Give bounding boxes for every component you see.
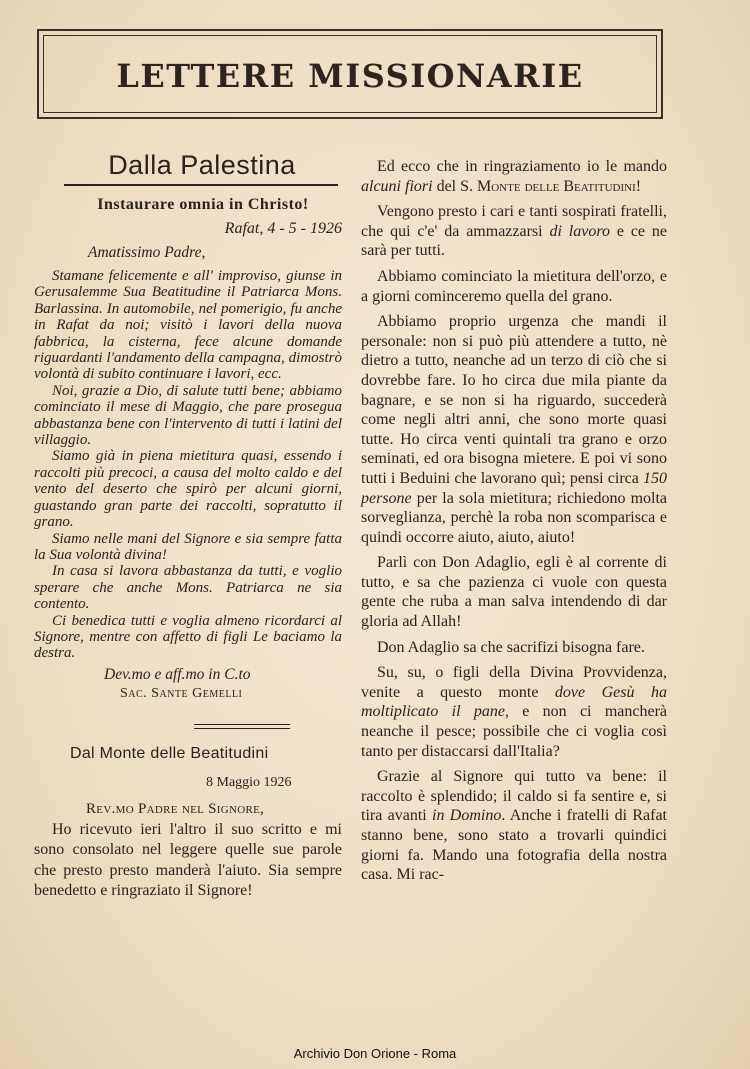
archive-footer: Archivio Don Orione - Roma — [293, 1046, 457, 1061]
header-title: LETTERE MISSIONARIE — [116, 57, 584, 95]
right-paragraph-7: Su, su, o figli della Divina Provvidenza, venite a questo monte dove Gesù ha moltiplicato il pane, e non ci mancherà neanche il pesce; possibile che ci voglia così tanto per distaccarsi dall'Italia? — [361, 664, 667, 760]
letter-salutation: Amatissimo Padre, — [88, 244, 206, 261]
letter-paragraph: Stamane felicemente e all' improviso, giunse in Gerusalemme Sua Beatitudine il Patriarca Mons. Barlassina. In automobile, nel pomerigio, fu anche in Rafat da noi; visitò i lavori della nuova fabbrica, la cisterna, fece alcune domande riguardanti l'andamento della campagna, dimostrò volontà di subito continuare i lavori, ecc. — [34, 268, 342, 383]
right-paragraph-5: Parlì con Don Adaglio, egli è al corrente di tutto, e sa che pazienza ci vuole con questa gente che ruba a man salva intendendo di dar gloria ad Allah! — [361, 554, 667, 631]
right-column — [361, 157, 667, 891]
left-column — [34, 150, 342, 902]
letter-signature: Sac. Sante Gemelli — [120, 685, 243, 701]
letter-paragraph: In casa si lavora abbastanza da tutti, e voglio sperare che anche Mons. Patriarca ne sia contento. — [34, 563, 342, 613]
letter-paragraph: Siamo già in piena mietitura quasi, essendo i raccolti più precoci, a causa del molto caldo e del vento del deserto che spirò per alcuni giorni, guastando gran parte dei raccolti, sopratutto il grano. — [34, 448, 342, 531]
second-letter-greeting: Rev.mo Padre nel Signore, — [86, 800, 265, 817]
letter-signoff: Dev.mo e aff.mo in C.to — [104, 665, 251, 683]
second-letter-date: 8 Maggio 1926 — [206, 774, 292, 790]
right-paragraph-2: Vengono presto i cari e tanti sospirati fratelli, che qui c'e' da ammazzarsi di lavoro e ce ne sarà per tutti. — [361, 203, 668, 260]
letter-place-date: Rafat, 4 - 5 - 1926 — [224, 220, 342, 237]
right-paragraph-3: Abbiamo cominciato la mietitura dell'orzo, e a giorni cominceremo quella del grano. — [361, 267, 667, 305]
section-title-beatitudini: Dal Monte delle Beatitudini — [70, 744, 269, 762]
right-paragraph-4: Abbiamo proprio urgenza che mandi il personale: non si può più attendere a tutto, nè dietro a tutto, neanche ad un terzo di ciò che si dovrebbe fare. Io ho circa due mila piante da bagnare, e se non si ha riguardo, succederà come negli altri anni, che sono morte quasi tutte. Ho circa venti quintali tra grano e orzo seminati, ed ora bisogna mietere. E poi vi sono tutti i Beduini che lavorano quì; pensi circa 150 persone per la sola mietitura; richiedono molta sorveglianza, perchè la roba non scomparisca e quindi occorre aiuto, aiuto, aiuto! — [361, 313, 667, 546]
letter-paragraph: Ci benedica tutti e voglia almeno ricordarci al Signore, mentre con affetto di figli Le baciamo la destra. — [34, 612, 342, 662]
right-paragraph-8: Grazie al Signore qui tutto va bene: il raccolto è splendido; il caldo si fa sentire e, si tira avanti in Domino. Anche i fratelli di Rafat stanno bene, sono stato a trovarli quindici giorni fa. Mando una fotografia della nostra casa. Mi rac- — [361, 768, 668, 884]
letter-paragraph: Siamo nelle mani del Signore e sia sempre fatta la Sua volontà divina! — [34, 530, 342, 563]
second-letter-body — [34, 820, 342, 902]
section-title-palestina: Dalla Palestina — [108, 150, 296, 180]
right-paragraph-1: Ed ecco che in ringraziamento io le mando alcuni fiori del S. Monte delle Beatitudini! — [361, 158, 667, 195]
title-underline — [64, 184, 338, 186]
second-letter-paragraph: Ho ricevuto ieri l'altro il suo scritto e mi sono consolato nel leggere quelle sue parole che presto presto manderà l'aiuto. Sia sempre benedetto e ringraziato il Signore! — [34, 820, 342, 900]
header-frame — [37, 29, 663, 119]
right-paragraph-6: Don Adaglio sa che sacrifizi bisogna fare. — [377, 638, 645, 656]
motto: Instaurare omnia in Christo! — [97, 196, 309, 213]
letter-paragraph: Noi, grazie a Dio, di salute tutti bene; abbiamo cominciato il mese di Maggio, che pare prosegua abbastanza bene con l'intervento di tutti i latini del villaggio. — [34, 382, 342, 449]
letter-body — [34, 268, 342, 662]
section-separator — [194, 724, 290, 729]
